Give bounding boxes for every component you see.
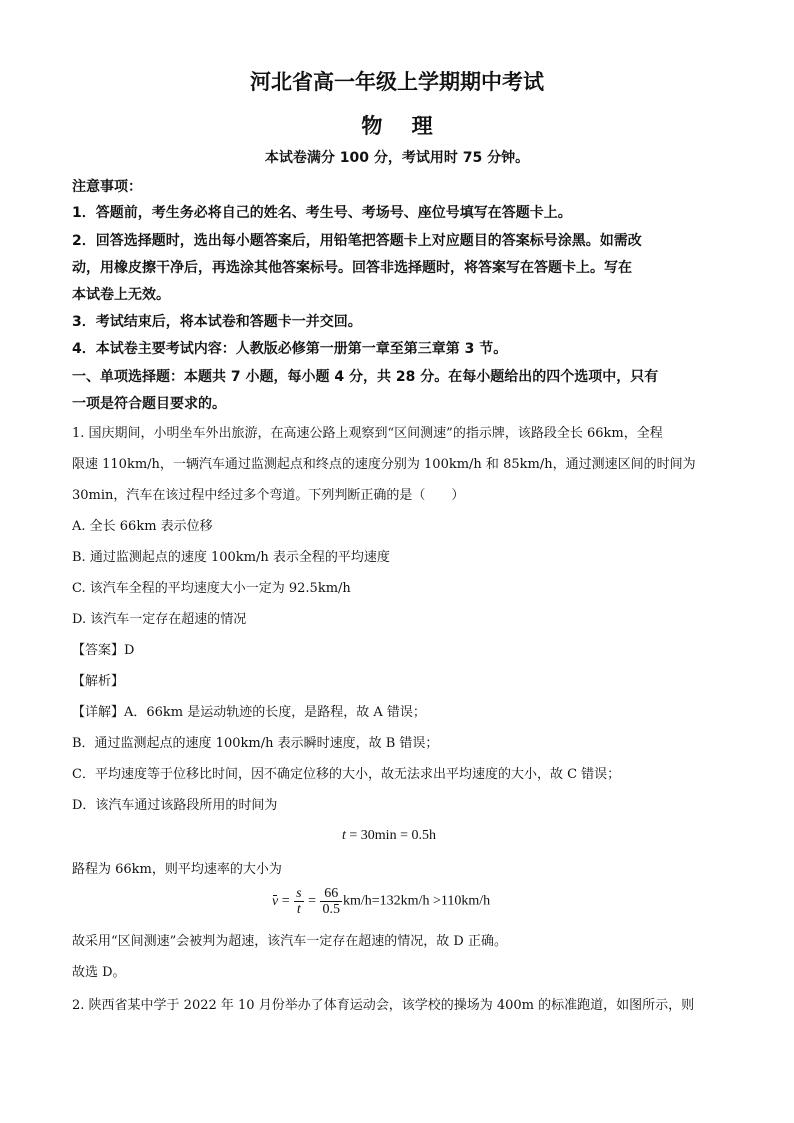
option-c: C. 该汽车全程的平均速度大小一定为 92.5km/h [72,581,351,596]
detail-line-6: 故采用“区间测速”会被判为超速，该汽车一定存在超速的情况，故 D 正确。 [72,934,507,949]
distance-symbol: s [296,886,302,901]
subject-title: 物 理 [361,114,433,138]
notice-item-1: 1．答题前，考生务必将自己的姓名、考生号、考场号、座位号填写在答题卡上。 [72,205,572,221]
fraction-denominator: 0.5 [322,902,340,917]
notice-heading: 注意事项： [72,179,142,195]
section-heading-line-1: 一、单项选择题：本题共 7 小题，每小题 4 分，共 28 分。在每小题给出的四个选项中，只有 [72,369,659,385]
fraction-s-over-t [294,886,303,917]
option-b: B. 通过监测起点的速度 100km/h 表示全程的平均速度 [72,550,390,565]
exam-title: 河北省高一年级上学期期中考试 [250,70,544,94]
option-a: A. 全长 66km 表示位移 [72,519,213,534]
notice-item-2-line-2: 动，用橡皮擦干净后，再选涂其他答案标号。回答非选择题时，将答案写在答题卡上。写在 [72,260,632,276]
question-1-line-3: 30min，汽车在该过程中经过多个弯道。下列判断正确的是（ ） [72,488,465,503]
notice-item-4: 4．本试卷主要考试内容：人教版必修第一册第一章至第三章第 3 节。 [72,341,508,357]
exam-info: 本试卷满分 100 分，考试用时 75 分钟。 [264,150,530,166]
detail-line-3: C．平均速度等于位移比时间，因不确定位移的大小，故无法求出平均速度的大小，故 C 错误； [72,767,621,782]
analysis-label: 【解析】 [72,674,125,689]
detail-line-7: 故选 D。 [72,965,126,980]
time-symbol: t [296,902,301,917]
detail-line-4: D．该汽车通过该路段所用的时间为 [72,798,278,813]
speed-formula: v = $\frac{s}{t}$ = $\frac{66}{0.5}$ km/h=132km/h >110km/h [272,886,491,917]
time-variable: t [342,828,346,843]
fraction-numerator: 66 [320,886,342,902]
answer-label: 【答案】D [72,643,135,658]
question-1-line-1: 1. 国庆期间，小明坐车外出旅游，在高速公路上观察到“区间测速”的指示牌，该路段全长 66km，全程 [72,426,663,441]
section-heading-line-2: 一项是符合题目要求的。 [72,396,226,412]
time-formula-rest: = 30min = 0.5h [345,828,436,843]
question-2-line-1: 2. 陕西省某中学于 2022 年 10 月份举办了体育运动会，该学校的操场为 400m 的标准跑道，如图所示，则 [72,998,695,1013]
notice-item-3: 3．考试结束后，将本试卷和答题卡一并交回。 [72,314,362,330]
fraction-numeric [320,886,342,917]
time-formula [342,828,436,844]
average-speed-symbol: v [272,893,279,909]
notice-item-2-line-3: 本试卷上无效。 [72,287,170,303]
option-d: D. 该汽车一定存在超速的情况 [72,612,247,627]
question-1-line-2: 限速 110km/h，一辆汽车通过监测起点和终点的速度分别为 100km/h 和 85km/h，通过测速区间的时间为 [72,457,696,472]
detail-line-5: 路程为 66km，则平均速率的大小为 [72,862,282,877]
notice-item-2-line-1: 2．回答选择题时，选出每小题答案后，用铅笔把答题卡上对应题目的答案标号涂黑。如需改 [72,233,642,249]
speed-formula-tail: km/h=132km/h >110km/h [342,893,491,909]
detail-line-1: 【详解】A．66km 是运动轨迹的长度，是路程，故 A 错误； [72,705,426,720]
detail-line-2: B．通过监测起点的速度 100km/h 表示瞬时速度，故 B 错误； [72,736,439,751]
